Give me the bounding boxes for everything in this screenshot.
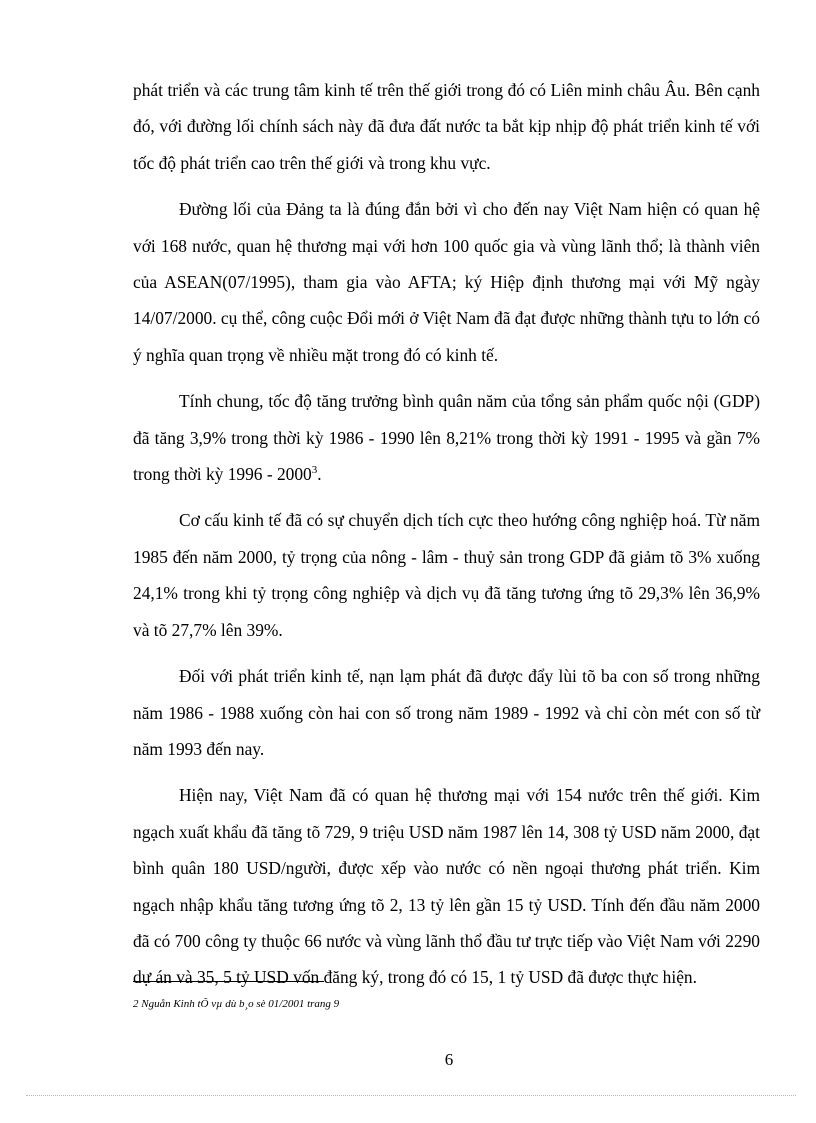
paragraph-5: Đối với phát triển kinh tế, nạn lạm phát đã được đẩy lùi tõ ba con số trong những năm 1986 - 1988 xuống còn hai con số trong năm 1989 - 1992 và chỉ còn mét con số từ năm 1993 đến nay.: [133, 666, 760, 759]
paragraph-3-tail: .: [317, 464, 322, 485]
footnote-separator: [133, 981, 324, 982]
paragraph-2: Đường lối của Đảng ta là đúng đắn bởi vì cho đến nay Việt Nam hiện có quan hệ với 168 nước, quan hệ thương mại với hơn 100 quốc gia và vùng lãnh thổ; là thành viên của ASEAN(07/1995), tham gia vào AFTA; ký Hiệp định thương mại với Mỹ ngày 14/07/2000. cụ thể, công cuộc Đổi mới ở Việt Nam đã đạt được những thành tựu to lớn có ý nghĩa quan trọng về nhiều mặt trong đó có kinh tế.: [133, 199, 760, 365]
paragraph-3: [133, 383, 760, 492]
paragraph-1: phát triển và các trung tâm kinh tế trên thế giới trong đó có Liên minh châu Âu. Bên cạnh đó, với đường lối chính sách này đã đưa đất nước ta bắt kịp nhịp độ phát triển kinh tế với tốc độ phát triển cao trên thế giới và trong khu vực.: [133, 80, 760, 173]
footnote-reference: 3: [311, 464, 318, 477]
document-body: [133, 72, 760, 1006]
footnote: 2 Nguån Kinh tÕ vµ dù b¸o sè 01/2001 trang 9: [133, 998, 340, 1010]
page-number: 6: [444, 1050, 454, 1069]
page-number-row: [0, 1050, 816, 1070]
paragraph-3-text: Tính chung, tốc độ tăng trưởng bình quân năm của tổng sản phẩm quốc nội (GDP) đã tăng 3,9% trong thời kỳ 1986 - 1990 lên 8,21% trong thời kỳ 1991 - 1995 và gần 7% trong thời kỳ 1996 - 2000: [133, 391, 760, 485]
paragraph-6: Hiện nay, Việt Nam đã có quan hệ thương mại với 154 nước trên thế giới. Kim ngạch xuất khẩu đã tăng tõ 729, 9 triệu USD năm 1987 lên 14, 308 tỷ USD năm 2000, đạt bình quân 180 USD/người, được xếp vào nước có nền ngoại thương phát triển. Kim ngạch nhập khẩu tăng tương ứng tõ 2, 13 tỷ lên gần 15 tỷ USD. Tính đến đầu năm 2000 đã có 700 công ty thuộc 66 nước và vùng lãnh thổ đầu tư trực tiếp vào Việt Nam với 2290 dự án và 35, 5 tỷ USD vốn đăng ký, trong đó có 15, 1 tỷ USD đã được thực hiện.: [133, 785, 760, 988]
page-bottom-border: [26, 1095, 796, 1096]
paragraph-4: Cơ cấu kinh tế đã có sự chuyển dịch tích cực theo hướng công nghiệp hoá. Từ năm 1985 đến năm 2000, tỷ trọng của nông - lâm - thuỷ sản trong GDP đã giảm tõ 3% xuống 24,1% trong khi tỷ trọng công nghiệp và dịch vụ đã tăng tương ứng tõ 29,3% lên 36,9% và tõ 27,7% lên 39%.: [133, 510, 760, 640]
